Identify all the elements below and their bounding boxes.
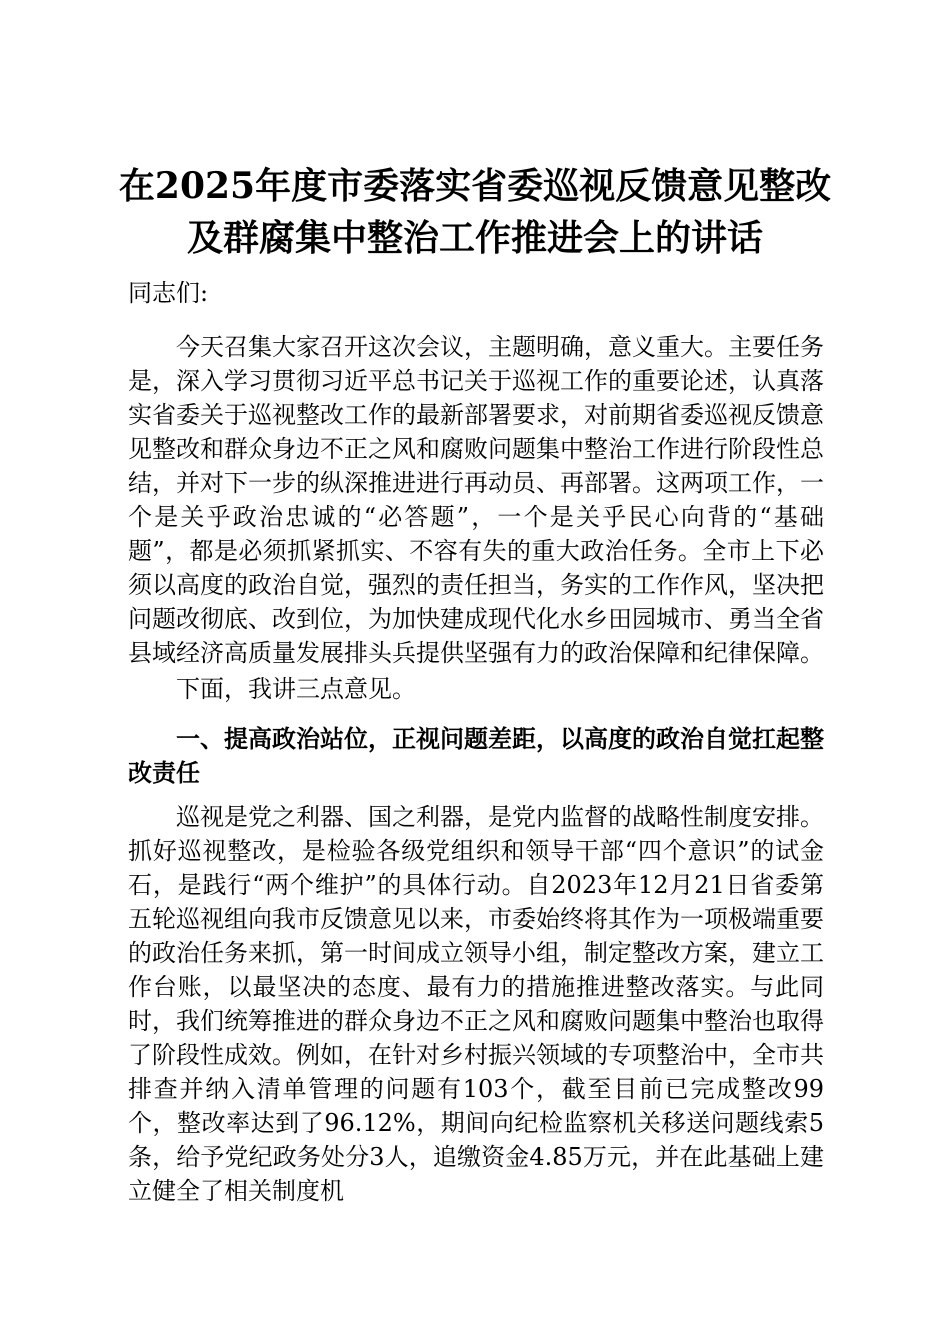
section-1-heading: 一、提高政治站位，正视问题差距，以高度的政治自觉扛起整改责任 <box>128 724 824 787</box>
salutation: 同志们: <box>128 279 209 307</box>
document-title <box>100 160 850 264</box>
section-1-body: 巡视是党之利器、国之利器，是党内监督的战略性制度安排。抓好巡视整改，是检验各级党组织和领导干部“四个意识”的试金石，是践行“两个维护”的具体行动。自2023年12月21日省委第五轮巡视组向我市反馈意见以来，市委始终将其作为一项极端重要的政治任务来抓，第一时间成立领导小组，制定整改方案，建立工作台账，以最坚决的态度、最有力的措施推进整改落实。与此同时，我们统筹推进的群众身边不正之风和腐败问题集中整治也取得了阶段性成效。例如，在针对乡村振兴领域的专项整治中，全市共排查并纳入清单管理的问题有103个，截至目前已完成整改99个，整改率达到了96.12%，期间向纪检监察机关移送问题线索5条，给予党纪政务处分3人，追缴资金4.85万元，并在此基础上建立健全了相关制度机 <box>128 803 824 1205</box>
title-line-1: 在2025年度市委落实省委巡视反馈意见整改 <box>118 165 832 207</box>
transition-paragraph: 下面，我讲三点意见。 <box>176 675 416 703</box>
intro-paragraph: 今天召集大家召开这次会议，主题明确，意义重大。主要任务是，深入学习贯彻习近平总书记关于巡视工作的重要论述，认真落实省委关于巡视整改工作的最新部署要求，对前期省委巡视反馈意见整改和群众身边不正之风和腐败问题集中整治工作进行阶段性总结，并对下一步的纵深推进进行再动员、再部署。这两项工作，一个是关乎政治忠诚的“必答题”，一个是关乎民心向背的“基础题”，都是必须抓紧抓实、不容有失的重大政治任务。全市上下必须以高度的政治自觉，强烈的责任担当，务实的工作作风，坚决把问题改彻底、改到位，为加快建成现代化水乡田园城市、勇当全省县域经济高质量发展排头兵提供坚强有力的政治保障和纪律保障。 <box>128 333 824 667</box>
title-line-2: 及群腐集中整治工作推进会上的讲话 <box>186 217 763 259</box>
